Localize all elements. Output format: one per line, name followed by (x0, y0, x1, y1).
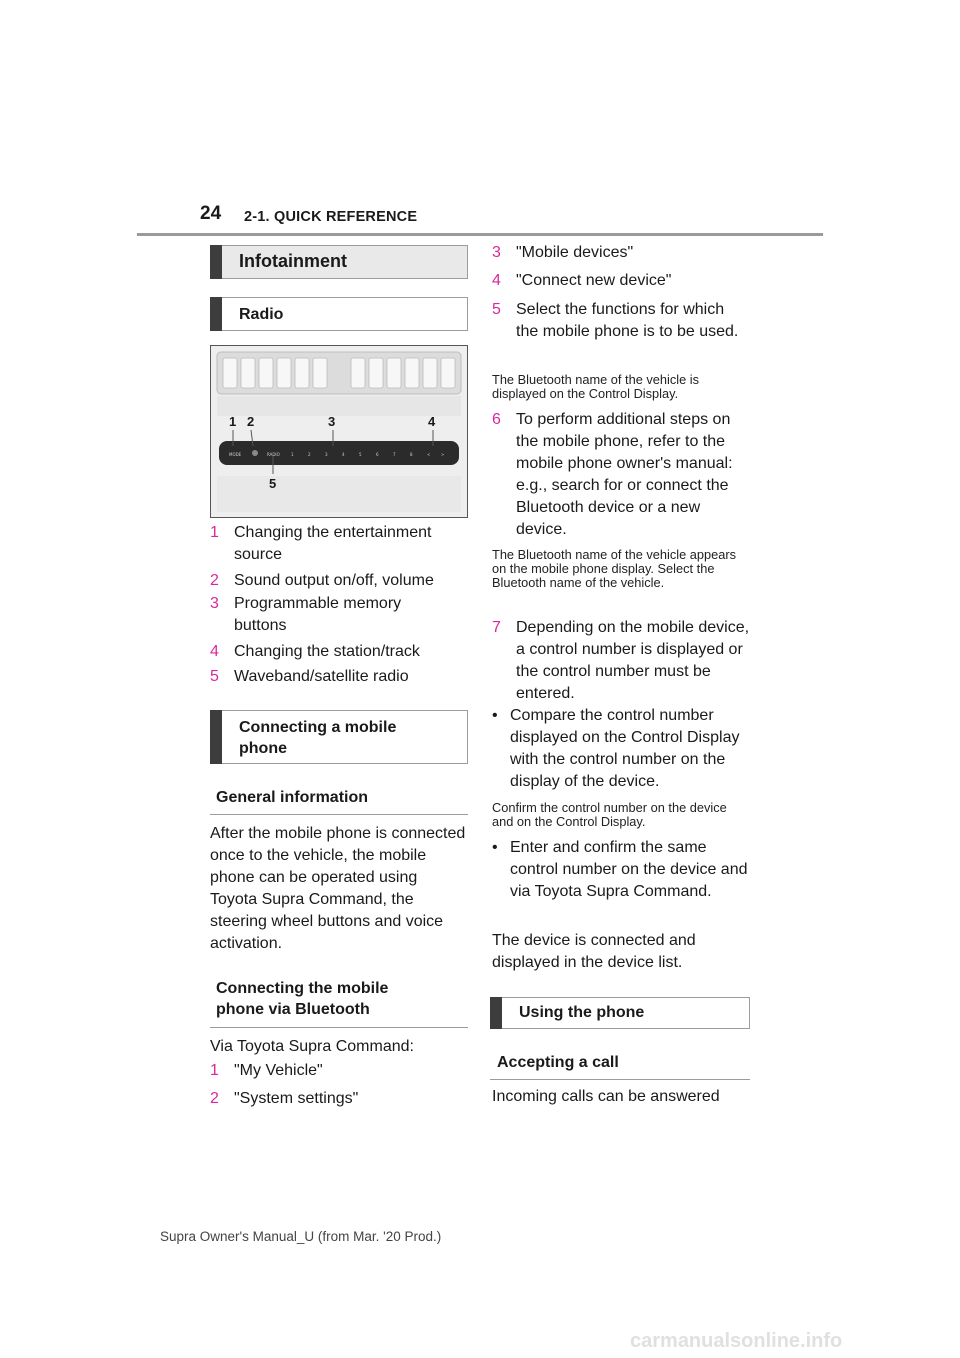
watermark: carmanualsonline.info (630, 1330, 843, 1352)
svg-text:1: 1 (291, 452, 294, 457)
note-text: The Bluetooth name of the vehicle appears on the mobile phone display. Select the Bluetooth name of the vehicle. (492, 547, 737, 590)
svg-text:6: 6 (376, 452, 379, 457)
note-text: The Bluetooth name of the vehicle is displayed on the Control Display. (492, 372, 700, 401)
list-item: 2 Sound output on/off, volume (210, 572, 434, 589)
incoming-calls-text: Incoming calls can be answered (492, 1088, 720, 1105)
svg-text:<: < (427, 452, 431, 457)
list-item: 5 Waveband/satellite radio (210, 668, 409, 685)
list-item: 7 Depending on the mobile device, a control number is displayed or the control number must be entered. (492, 619, 750, 702)
radio-panel-figure (210, 345, 468, 518)
connecting-phone-heading (210, 710, 468, 764)
list-item: 2 "System settings" (210, 1090, 359, 1107)
list-item: 1 Changing the entertainment source (210, 524, 432, 563)
svg-text:4: 4 (342, 452, 345, 457)
list-item: 4 Changing the station/track (210, 643, 420, 660)
list-item: 1 "My Vehicle" (210, 1062, 323, 1079)
header-rule (137, 233, 823, 236)
subheading-rule (210, 1027, 468, 1028)
svg-text:8: 8 (410, 452, 413, 457)
footer-text: Supra Owner's Manual_U (from Mar. '20 Prod.) (160, 1229, 442, 1244)
heading-bar (210, 245, 222, 279)
callout-2: 2 (247, 414, 255, 429)
list-item: 3 "Mobile devices" (492, 244, 634, 261)
heading-bar (490, 997, 502, 1029)
list-item: 6 To perform additional steps on the mobile phone, refer to the mobile phone owner's manual: e.g., search for or connect the Bluetooth device or a new device. (492, 411, 733, 538)
subheading-rule (210, 814, 468, 815)
callout-5: 5 (269, 476, 277, 491)
note-text: Confirm the control number on the device and on the Control Display. (492, 800, 727, 829)
radio-heading-text: Radio (239, 306, 284, 323)
radio-panel-illustration (211, 346, 467, 517)
via-command-text: Via Toyota Supra Command: (210, 1038, 414, 1055)
list-item: 3 Programmable memory buttons (210, 595, 402, 634)
subheading-rule (490, 1079, 750, 1080)
connected-text: The device is connected and displayed in the device list. (492, 932, 696, 971)
general-information-heading: General information (216, 789, 369, 806)
heading-bar (210, 297, 222, 331)
svg-text:2: 2 (308, 452, 311, 457)
callout-4: 4 (428, 414, 436, 429)
svg-text:RADIO: RADIO (267, 452, 280, 457)
svg-text:MODE: MODE (229, 452, 242, 457)
infotainment-heading-text: Infotainment (239, 251, 347, 271)
accepting-call-heading: Accepting a call (497, 1054, 619, 1071)
using-phone-heading-text: Using the phone (519, 1004, 645, 1021)
callout-3: 3 (328, 414, 336, 429)
connecting-phone-heading-text: Connecting a mobile phone (239, 719, 397, 757)
heading-bar (210, 710, 222, 764)
bullet-item: • Enter and confirm the same control number on the device and via Toyota Supra Command. (492, 839, 748, 900)
section-title: 2-1. QUICK REFERENCE (244, 209, 418, 225)
infotainment-heading (210, 245, 468, 279)
svg-text:3: 3 (325, 452, 328, 457)
general-information-text: After the mobile phone is connected once to the vehicle, the mobile phone can be operated using Toyota Supra Command, the steering wheel buttons and voice activation. (210, 825, 466, 952)
svg-text:5: 5 (359, 452, 362, 457)
connecting-bluetooth-heading: Connecting the mobile phone via Bluetooth (216, 980, 389, 1018)
page-number: 24 (200, 203, 222, 224)
svg-text:>: > (441, 452, 445, 457)
list-item: 4 "Connect new device" (492, 272, 672, 289)
svg-text:7: 7 (393, 452, 396, 457)
using-phone-heading (490, 997, 750, 1029)
radio-heading (210, 297, 468, 331)
list-item: 5 Select the functions for which the mobile phone is to be used. (492, 301, 739, 340)
callout-1: 1 (229, 414, 237, 429)
bullet-item: • Compare the control number displayed on the Control Display with the control number on the display of the device. (492, 707, 740, 790)
